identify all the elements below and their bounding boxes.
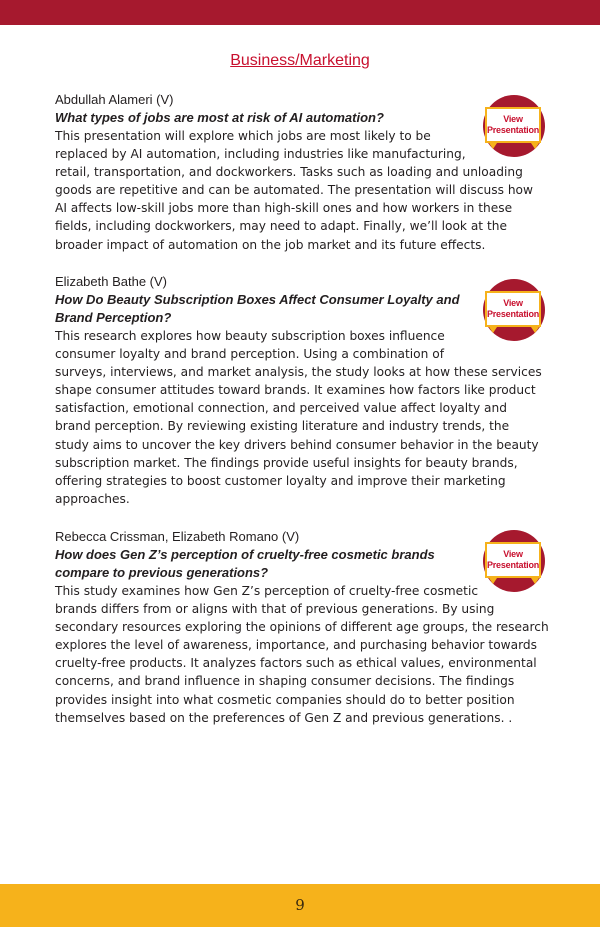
view-presentation-button[interactable] — [483, 95, 545, 157]
view-presentation-button[interactable] — [483, 279, 545, 341]
abstract-line: approaches. — [55, 491, 130, 506]
ribbon-tail-icon — [489, 578, 497, 584]
abstract-line: retail, transportation, and dockworkers. Tasks such as loading and unloading — [55, 165, 523, 180]
abstract-line: shape consumer attitudes toward brands. It examines how factors like product — [55, 383, 536, 398]
abstract — [55, 127, 553, 254]
author-name: Abdullah Alameri (V) — [55, 92, 174, 107]
presentation-title-line: compare to previous generations? — [55, 565, 269, 580]
footer-bar — [0, 884, 600, 927]
abstract-line: explores the level of awareness, importance, and purchasing behavior towards — [55, 638, 537, 653]
abstract-line: This study examines how Gen Z’s perception of cruelty-free cosmetic — [55, 584, 479, 598]
ribbon-tail-icon — [531, 327, 539, 333]
abstract-line: cruelty-free products. It analyzes factors such as ethical values, environmental — [55, 656, 537, 671]
presentation-title-line: How Do Beauty Subscription Boxes Affect Consumer Loyalty and — [55, 292, 460, 307]
abstract-line: goods are repetitive and can be automated. The presentation will discuss how — [55, 183, 533, 198]
abstract-line: concerns, and brand influence in shaping consumer decisions. The findings — [55, 674, 515, 689]
abstract — [55, 582, 553, 727]
abstract-line: fields, including dockworkers, may need to adapt. Finally, we’ll look at the — [55, 219, 507, 234]
view-presentation-button[interactable] — [483, 530, 545, 592]
header-bar — [0, 0, 600, 25]
ribbon-tail-icon — [489, 143, 497, 149]
presentation-title-line: What types of jobs are most at risk of AI automation? — [55, 110, 384, 125]
section-title: Business/Marketing — [230, 52, 370, 69]
ribbon-tail-icon — [531, 143, 539, 149]
presentation-title — [55, 546, 475, 582]
abstract-line: brand perception. By reviewing existing literature and industry trends, the — [55, 419, 510, 434]
ribbon-tail-icon — [489, 327, 497, 333]
abstract-line: secondary resources exploring the opinions of different age groups, the research — [55, 620, 549, 635]
author-name: Elizabeth Bathe (V) — [55, 274, 168, 289]
abstract-line: replaced by AI automation, including industries like manufacturing, — [55, 147, 466, 162]
abstract-line: brands differs from or aligns with that of previous generations. By using — [55, 602, 495, 617]
abstract-line: This presentation will explore which jobs are most likely to be — [55, 129, 431, 143]
abstract-line: satisfaction, emotional connection, and perceived value affect loyalty and — [55, 401, 507, 416]
abstract-line: AI affects low-skill jobs more than high-skill ones and how workers in these — [55, 201, 513, 216]
abstract-line: study aims to uncover the key drivers behind consumer behavior in the beauty — [55, 437, 539, 452]
presentation-title-line: How does Gen Z’s perception of cruelty-free cosmetic brands — [55, 547, 435, 562]
abstract-line: consumer loyalty and brand perception. Using a combination of — [55, 347, 444, 362]
view-presentation-label: View Presentation — [485, 542, 541, 578]
abstract-line: offering strategies to boost customer loyalty and improve their marketing — [55, 473, 506, 488]
abstract — [55, 327, 553, 508]
author-name: Rebecca Crissman, Elizabeth Romano (V) — [55, 529, 300, 544]
presentation-entry — [55, 273, 553, 508]
presentation-title — [55, 291, 475, 327]
view-presentation-label: View Presentation — [485, 291, 541, 327]
abstract-line: This research explores how beauty subscription boxes influence — [55, 329, 445, 343]
page-number: 9 — [295, 895, 305, 914]
abstract-line: themselves based on the preferences of Gen Z and previous generations. . — [55, 710, 513, 725]
presentation-entry — [55, 528, 553, 727]
presentation-entry — [55, 91, 553, 254]
abstract-line: subscription market. The findings provide useful insights for beauty brands, — [55, 455, 518, 470]
presentation-title-line: Brand Perception? — [55, 310, 172, 325]
ribbon-tail-icon — [531, 578, 539, 584]
abstract-line: provides insight into what cosmetic companies should do to better position — [55, 692, 515, 707]
view-presentation-label: View Presentation — [485, 107, 541, 143]
presentation-title — [55, 109, 475, 127]
abstract-line: broader impact of automation on the job market and its future effects. — [55, 237, 486, 252]
abstract-line: surveys, interviews, and market analysis, the study looks at how these services — [55, 365, 542, 380]
